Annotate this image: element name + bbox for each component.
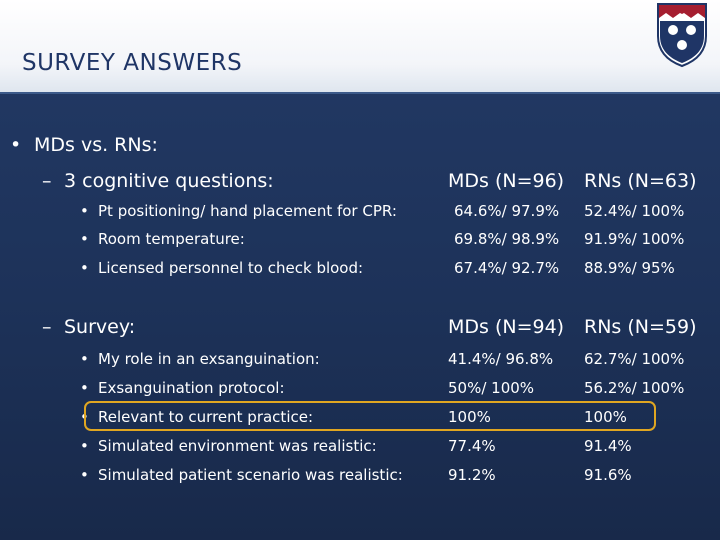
- column-header-rns: RNs (N=63): [584, 170, 697, 192]
- bullet: •: [80, 437, 89, 455]
- level1-text: MDs vs. RNs:: [34, 134, 158, 156]
- rn-value: 88.9%/ 95%: [584, 259, 675, 277]
- row-label: Room temperature:: [98, 230, 245, 248]
- slide-title: SURVEY ANSWERS: [22, 50, 243, 76]
- dash-bullet: –: [42, 316, 52, 338]
- md-value: 77.4%: [448, 437, 496, 455]
- rn-value: 91.4%: [584, 437, 632, 455]
- bullet: •: [80, 350, 89, 368]
- university-shield-icon: [655, 2, 709, 68]
- bullet: •: [80, 230, 89, 248]
- section-heading: 3 cognitive questions:: [64, 170, 274, 192]
- title-divider: [0, 92, 720, 94]
- bullet: •: [80, 466, 89, 484]
- md-value: 100%: [448, 408, 491, 426]
- title-band: [0, 0, 720, 92]
- dash-bullet: –: [42, 170, 52, 192]
- bullet: •: [80, 202, 89, 220]
- md-value: 41.4%/ 96.8%: [448, 350, 554, 368]
- bullet: •: [80, 408, 89, 426]
- md-value: 50%/ 100%: [448, 379, 535, 397]
- row-label: Relevant to current practice:: [98, 408, 314, 426]
- row-label: Licensed personnel to check blood:: [98, 259, 364, 277]
- md-value: 67.4%/ 92.7%: [454, 259, 560, 277]
- rn-value: 91.6%: [584, 466, 632, 484]
- bullet: •: [10, 134, 22, 156]
- bullet: •: [80, 259, 89, 277]
- column-header-rns: RNs (N=59): [584, 316, 697, 338]
- row-label: My role in an exsanguination:: [98, 350, 320, 368]
- row-label: Simulated environment was realistic:: [98, 437, 377, 455]
- column-header-mds: MDs (N=96): [448, 170, 565, 192]
- rn-value: 100%: [584, 408, 627, 426]
- rn-value: 91.9%/ 100%: [584, 230, 685, 248]
- section-heading: Survey:: [64, 316, 136, 338]
- md-value: 64.6%/ 97.9%: [454, 202, 560, 220]
- row-label: Exsanguination protocol:: [98, 379, 285, 397]
- bullet: •: [80, 379, 89, 397]
- row-label: Pt positioning/ hand placement for CPR:: [98, 202, 397, 220]
- column-header-mds: MDs (N=94): [448, 316, 565, 338]
- highlight-box: [84, 401, 656, 431]
- md-value: 91.2%: [448, 466, 496, 484]
- rn-value: 56.2%/ 100%: [584, 379, 685, 397]
- rn-value: 62.7%/ 100%: [584, 350, 685, 368]
- md-value: 69.8%/ 98.9%: [454, 230, 560, 248]
- rn-value: 52.4%/ 100%: [584, 202, 685, 220]
- row-label: Simulated patient scenario was realistic:: [98, 466, 403, 484]
